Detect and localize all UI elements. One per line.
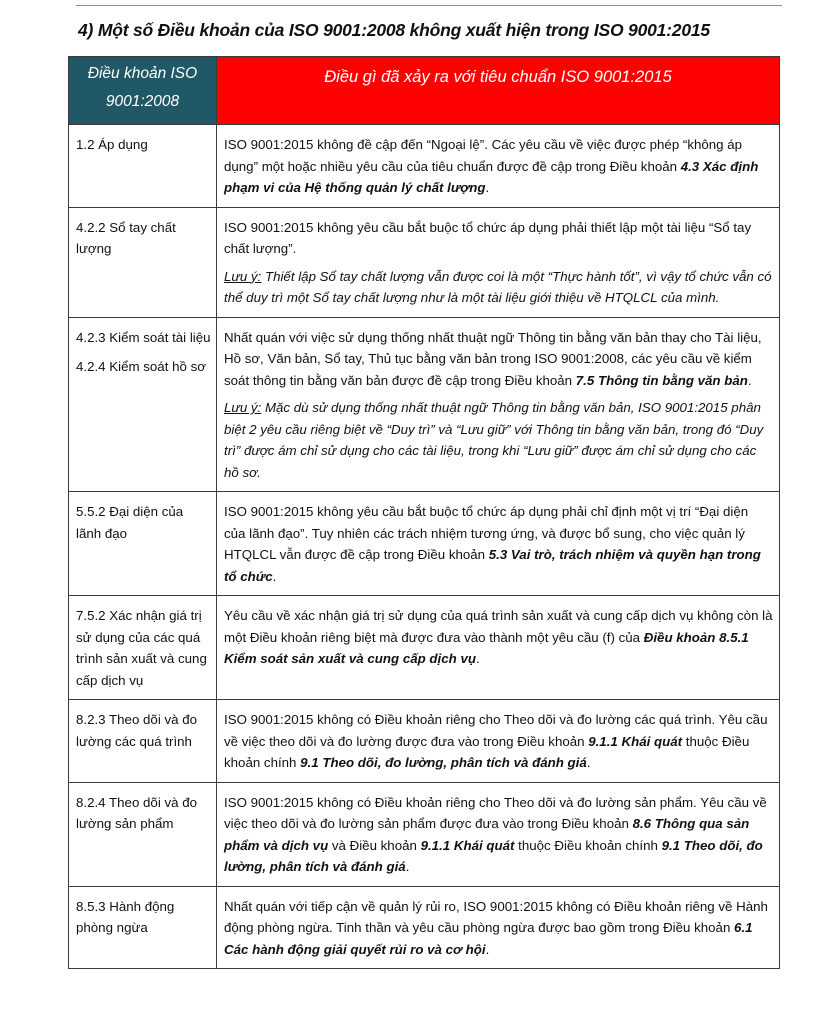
table-row — [69, 492, 780, 596]
description-text: ISO 9001:2015 không đề cập đến “Ngoại lệ”. Các yêu cầu về việc được phép “không áp dụng” một hoặc nhiều yêu cầu của tiêu chuẩn được đề cập trong Điều khoản 4.3 Xác định phạm vi của Hệ thống quản lý chất lượng. — [224, 137, 759, 195]
clause-label: 8.2.3 Theo dõi và đo lường các quá trình — [76, 712, 197, 749]
note-label: Lưu ý: — [224, 268, 262, 284]
table-row — [69, 596, 780, 700]
description-text: ISO 9001:2015 không có Điều khoản riêng cho Theo dõi và đo lường sản phẩm. Yêu cầu về việc theo dõi và đo lường sản phẩm được đưa vào trong Điều khoản 8.6 Thông qua sản phẩm và dịch vụ và Điều khoản 9.1.1 Khái quát thuộc Điều khoản chính 9.1 Theo dõi, đo lường, phân tích và đánh giá. — [224, 794, 767, 874]
note-label: Lưu ý: — [224, 400, 262, 415]
clause-label: 7.5.2 Xác nhận giá trị sử dụng của các quá trình sản xuất và cung cấp dịch vụ — [76, 608, 207, 688]
description-cell — [217, 782, 780, 886]
description-text: ISO 9001:2015 không yêu cầu bắt buộc tổ chức áp dụng phải chỉ định một vị trí “Đại diện của lãnh đạo”. Tuy nhiên các trách nhiệm tương ứng, và được bổ sung, cho việc quản lý HTQLCL vẫn được đề cập trong Điều khoản 5.3 Vai trò, trách nhiệm và quyền hạn trong tổ chức. — [224, 504, 761, 584]
clause-reference: 4.3 Xác định phạm vi của Hệ thống quản lý chất lượng — [224, 158, 759, 195]
table-row — [69, 886, 780, 969]
clause-label: 4.2.4 Kiểm soát hồ sơ — [76, 359, 206, 374]
clause-label: 1.2 Áp dụng — [76, 137, 148, 152]
table-row — [69, 207, 780, 317]
description-text: ISO 9001:2015 không có Điều khoản riêng cho Theo dõi và đo lường các quá trình. Yêu cầu về việc theo dõi và đo lường được đưa vào trong Điều khoản 9.1.1 Khái quát thuộc Điều khoản chính 9.1 Theo dõi, đo lường, phân tích và đánh giá. — [224, 712, 768, 770]
section-heading: 4) Một số Điều khoản của ISO 9001:2008 không xuất hiện trong ISO 9001:2015 — [78, 20, 710, 40]
description-text: Nhất quán với việc sử dụng thống nhất thuật ngữ Thông tin bằng văn bản thay cho Tài liệu, Hồ sơ, Văn bản, Sổ tay, Thủ tục bằng văn bản trong ISO 9001:2008, các yêu cầu về kiểm soát thông tin bằng văn bản được đề cập trong Điều khoản 7.5 Thông tin bằng văn bản. — [224, 329, 762, 388]
clause-cell — [69, 207, 217, 317]
header-what-happened-2015: Điều gì đã xảy ra với tiêu chuẩn ISO 9001:2015 — [217, 57, 780, 125]
clause-cell — [69, 125, 217, 208]
clause-reference: 6.1 Các hành động giải quyết rủi ro và cơ hội — [224, 920, 753, 957]
description-text: ISO 9001:2015 không yêu cầu bắt buộc tổ chức áp dụng phải thiết lập một tài liệu “Sổ tay chất lượng”. — [224, 219, 752, 256]
clause-label: 4.2.2 Sổ tay chất lượng — [76, 219, 176, 256]
clause-cell — [69, 782, 217, 886]
table-row — [69, 700, 780, 783]
description-cell — [217, 700, 780, 783]
header-col1-line1: Điều khoản ISO — [87, 65, 198, 82]
description-cell — [217, 492, 780, 596]
clause-cell — [69, 596, 217, 700]
clause-cell — [69, 492, 217, 596]
table-header-row — [69, 57, 780, 125]
table-row — [69, 317, 780, 492]
clause-cell — [69, 886, 217, 969]
clause-label: 4.2.3 Kiểm soát tài liệu — [76, 329, 211, 345]
clause-label: 8.5.3 Hành động phòng ngừa — [76, 898, 175, 935]
note-text: Lưu ý: Mặc dù sử dụng thống nhất thuật ngữ Thông tin bằng văn bản, ISO 9001:2015 phân biệt 2 yêu cầu riêng biệt về “Duy trì” và “Lưu giữ” với Thông tin bằng văn bản, trong đó “Duy trì” được ám chỉ sử dụng cho các tài liệu, trong khi “Lưu giữ” được ám chỉ sử dụng cho các hồ sơ. — [224, 400, 764, 480]
table-row — [69, 125, 780, 208]
description-text: Yêu cầu về xác nhận giá trị sử dụng của quá trình sản xuất và cung cấp dịch vụ không còn là một Điều khoản riêng biệt mà được đưa vào thành một yêu cầu (f) của Điều khoản 8.5.1 Kiểm soát sản xuất và cung cấp dịch vụ. — [224, 608, 773, 666]
header-col1-line2: 9001:2008 — [105, 93, 180, 110]
top-divider — [76, 5, 782, 6]
clause-reference: Điều khoản 8.5.1 Kiểm soát sản xuất và cung cấp dịch vụ — [224, 629, 749, 666]
description-cell — [217, 207, 780, 317]
clause-comparison-table — [68, 56, 780, 969]
header-clause-2008 — [69, 57, 217, 125]
description-cell — [217, 596, 780, 700]
clause-cell — [69, 317, 217, 492]
description-cell — [217, 125, 780, 208]
clause-reference: 8.6 Thông qua sản phẩm và dịch vụ — [224, 816, 750, 853]
clause-reference: 9.1 Theo dõi, đo lường, phân tích và đánh giá — [300, 755, 587, 770]
clause-reference: 9.1 Theo dõi, đo lường, phân tích và đánh giá — [224, 837, 763, 874]
clause-label: 5.5.2 Đại diện của lãnh đạo — [76, 504, 184, 541]
clause-cell — [69, 700, 217, 783]
description-cell — [217, 317, 780, 492]
clause-reference: 7.5 Thông tin bằng văn bản — [575, 372, 748, 388]
clause-reference: 9.1.1 Khái quát — [588, 733, 683, 749]
description-text: Nhất quán với tiếp cận về quản lý rủi ro, ISO 9001:2015 không có Điều khoản riêng về Hành động phòng ngừa. Tinh thần và yêu cầu phòng ngừa được bao gồm trong Điều khoản 6.1 Các hành động giải quyết rủi ro và cơ hội. — [224, 898, 768, 957]
clause-reference: 9.1.1 Khái quát — [420, 837, 515, 853]
note-text: Lưu ý: Thiết lập Sổ tay chất lượng vẫn được coi là một “Thực hành tốt”, vì vậy tổ chức vẫn có thể duy trì một Sổ tay chất lượng như là một tài liệu giới thiệu về HTQLCL của mình. — [224, 268, 772, 305]
table-row — [69, 782, 780, 886]
description-cell — [217, 886, 780, 969]
clause-label: 8.2.4 Theo dõi và đo lường sản phẩm — [76, 794, 197, 831]
clause-reference: 5.3 Vai trò, trách nhiệm và quyền hạn trong tổ chức — [224, 547, 761, 584]
